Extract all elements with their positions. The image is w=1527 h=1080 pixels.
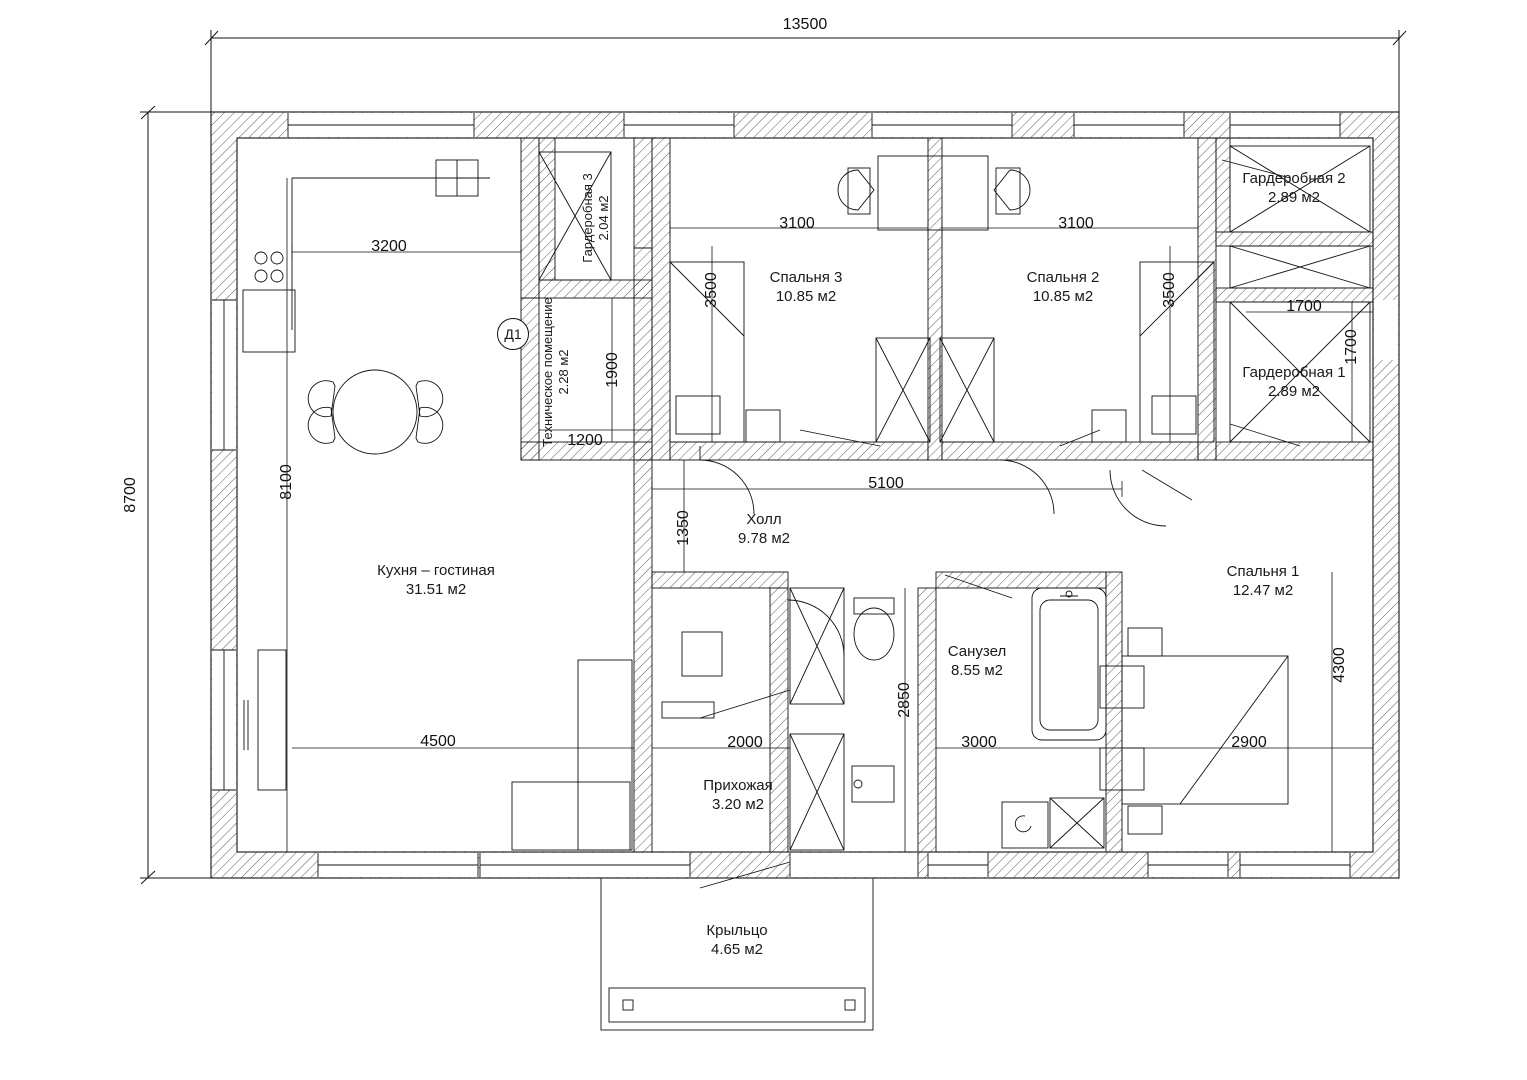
room-name: Крыльцо — [706, 922, 768, 939]
dim-bed3-height: 3500 — [703, 272, 720, 308]
room-area: 10.85 м2 — [1032, 288, 1094, 305]
room-name: Холл — [746, 511, 782, 528]
room-label-entry — [703, 776, 773, 814]
dim-bed2-height: 3500 — [1161, 272, 1178, 308]
room-area: 2.04 м2 — [596, 195, 611, 241]
room-area: 8.55 м2 — [950, 662, 1004, 679]
room-name: Гардеробная 3 — [580, 173, 595, 263]
dim-overall-height: 8700 — [122, 477, 139, 513]
dim-hall-width: 5100 — [868, 475, 904, 492]
room-label-technical — [540, 297, 572, 446]
room-label-wardrobe1 — [1242, 363, 1345, 401]
room-label-wardrobe2 — [1242, 169, 1345, 207]
room-name: Кухня – гостиная — [377, 562, 495, 579]
room-label-bedroom1 — [1227, 562, 1300, 600]
room-name: Спальня 3 — [769, 269, 843, 286]
room-label-kitchen — [377, 561, 495, 599]
room-name: Гардеробная 2 — [1242, 170, 1346, 187]
dim-bed1-height: 4300 — [1331, 647, 1348, 683]
room-area: 12.47 м2 — [1232, 582, 1294, 599]
room-area: 2.28 м2 — [556, 349, 571, 395]
dim-bath-width: 3000 — [961, 734, 997, 751]
room-area: 9.78 м2 — [737, 530, 791, 547]
dim-bed1-width: 2900 — [1231, 734, 1267, 751]
room-area: 2.89 м2 — [1267, 189, 1321, 206]
room-label-porch — [706, 921, 767, 959]
room-name: Спальня 1 — [1226, 563, 1300, 580]
dim-kitchen-height: 8100 — [278, 464, 295, 500]
room-label-bedroom3 — [770, 268, 843, 306]
room-name: Спальня 2 — [1026, 269, 1100, 286]
dim-wardrobe-width: 1700 — [1286, 298, 1322, 315]
room-name: Санузел — [947, 643, 1007, 660]
room-label-bedroom2 — [1027, 268, 1100, 306]
room-name: Прихожая — [703, 777, 773, 794]
room-label-bathroom — [948, 642, 1006, 680]
room-area: 4.65 м2 — [710, 941, 764, 958]
dim-bed3-width: 3100 — [779, 215, 815, 232]
dim-bath-height: 2850 — [896, 682, 913, 718]
dim-entry-width: 2000 — [727, 734, 763, 751]
room-area: 2.89 м2 — [1267, 383, 1321, 400]
dim-kitchen-bottom: 4500 — [420, 733, 456, 750]
dim-wardrobe-height: 1700 — [1343, 329, 1360, 365]
dim-overall-width: 13500 — [782, 16, 828, 33]
room-area: 31.51 м2 — [405, 581, 467, 598]
dim-kitchen-width: 3200 — [371, 238, 407, 255]
room-area: 10.85 м2 — [775, 288, 837, 305]
room-name: Техническое помещение — [540, 297, 555, 447]
door-tag-d1: Д1 — [497, 318, 529, 350]
room-label-hall — [738, 510, 790, 548]
room-label-wardrobe3 — [580, 173, 612, 262]
dim-tech-height: 1900 — [604, 352, 621, 388]
dim-tech-width: 1200 — [567, 432, 603, 449]
dim-hall-offset: 1350 — [675, 510, 692, 546]
room-area: 3.20 м2 — [711, 796, 765, 813]
room-name: Гардеробная 1 — [1242, 364, 1346, 381]
dim-bed2-width: 3100 — [1058, 215, 1094, 232]
